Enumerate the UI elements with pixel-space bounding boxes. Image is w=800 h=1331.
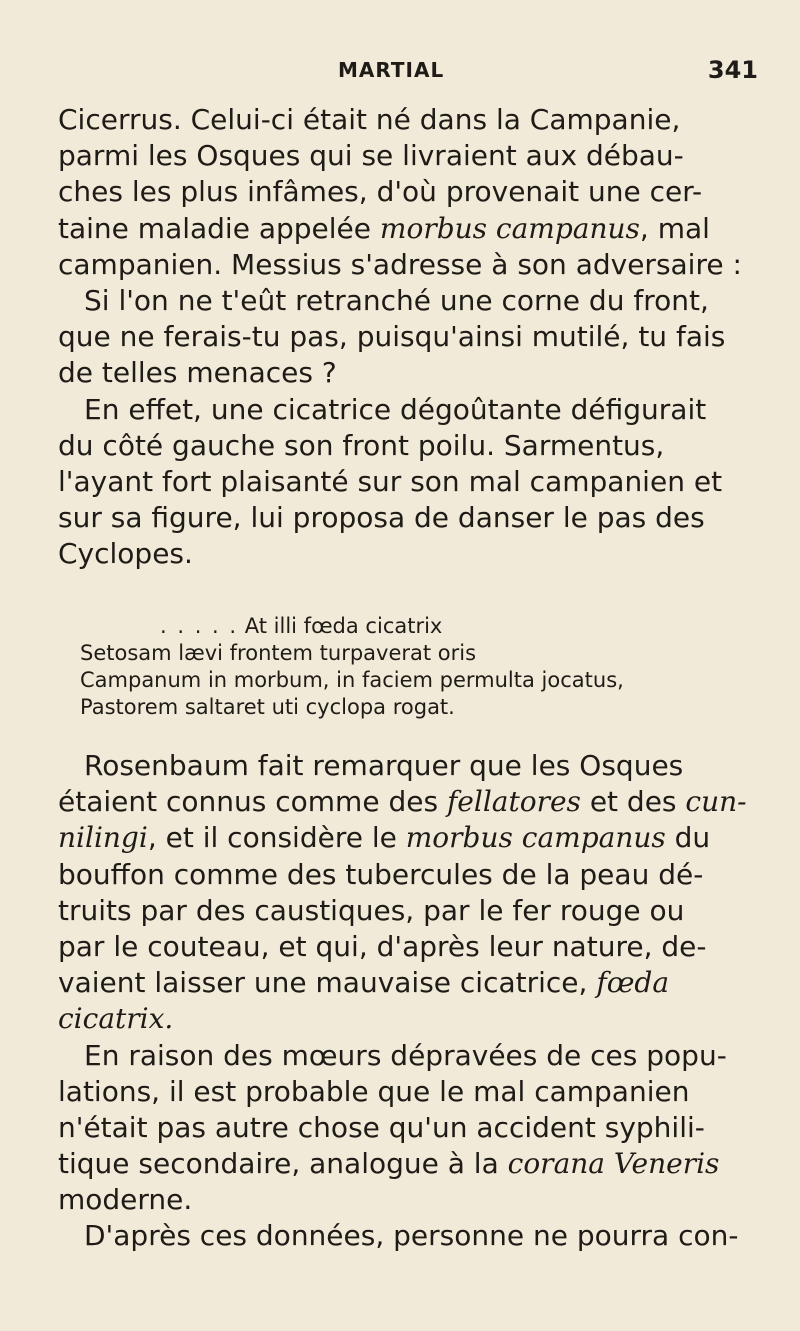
text-line: D'après ces données, personne ne pourra con- xyxy=(84,1219,739,1253)
text-line: parmi les Osques qui se livraient aux débau- xyxy=(58,139,684,173)
italic-term: fellatores xyxy=(446,785,581,819)
text-segment: vaient laisser une mauvaise cicatrice, xyxy=(58,966,597,1000)
text-line: sur sa figure, lui proposa de danser le pas des xyxy=(58,501,705,535)
text-segment: et des xyxy=(580,785,686,819)
text-line: ches les plus infâmes, d'où provenait une cer- xyxy=(58,175,703,209)
text-line: Cicerrus. Celui-ci était né dans la Campanie, xyxy=(58,103,681,136)
latin-quotation xyxy=(80,613,740,721)
text-line: du côté gauche son front poilu. Sarmentus, xyxy=(58,428,665,462)
text-line xyxy=(58,965,738,1001)
text-line: Cyclopes. xyxy=(58,537,193,571)
text-line xyxy=(58,820,738,856)
text-line: lations, il est probable que le mal campanien xyxy=(58,1074,690,1108)
quote-line: Pastorem saltaret uti cyclopa rogat. xyxy=(80,695,455,719)
text-segment: , mal xyxy=(639,211,710,245)
second-text-block xyxy=(58,748,747,1255)
text-line xyxy=(58,1146,738,1182)
italic-term: fœda xyxy=(596,966,670,1000)
text-line: n'était pas autre chose qu'un accident syphili- xyxy=(58,1110,705,1144)
page-header xyxy=(58,58,758,92)
italic-term: morbus campanus xyxy=(405,821,666,855)
quote-line xyxy=(80,613,740,640)
quote-line: Campanum in morbum, in faciem permulta jocatus, xyxy=(80,668,624,692)
italic-term: morbus campanus xyxy=(379,211,640,245)
text-line xyxy=(58,211,738,247)
text-line: En raison des mœurs dépravées de ces popu- xyxy=(84,1038,727,1072)
text-segment: du xyxy=(665,821,711,855)
text-segment: étaient connus comme des xyxy=(58,785,447,819)
text-line: campanien. Messius s'adresse à son adversaire : xyxy=(58,247,742,281)
text-line: bouffon comme des tubercules de la peau dé- xyxy=(58,857,704,891)
text-line: que ne ferais-tu pas, puisqu'ainsi mutilé, tu fais xyxy=(58,320,726,354)
quote-line: Setosam lævi frontem turpaverat oris xyxy=(80,641,477,665)
text-line: l'ayant fort plaisanté sur son mal campanien et xyxy=(58,464,723,498)
text-line: truits par des caustiques, par le fer rouge ou xyxy=(58,893,685,927)
ellipsis: . . . . . xyxy=(160,614,239,638)
text-line xyxy=(58,784,747,820)
text-line: Rosenbaum fait remarquer que les Osques xyxy=(84,749,684,782)
text-line: par le couteau, et qui, d'après leur nature, de- xyxy=(58,929,707,963)
italic-term: nilingi xyxy=(58,821,148,855)
text-line: En effet, une cicatrice dégoûtante défigurait xyxy=(84,392,707,426)
main-text-block xyxy=(58,102,742,572)
text-line: Si l'on ne t'eût retranché une corne du front, xyxy=(84,283,709,317)
text-line: cicatrix. xyxy=(58,1002,174,1036)
text-segment: taine maladie appelée xyxy=(58,211,380,245)
running-head: MARTIAL xyxy=(338,58,445,82)
italic-term: cun- xyxy=(685,785,747,819)
text-line: moderne. xyxy=(58,1183,193,1217)
text-segment: , et il considère le xyxy=(147,821,406,855)
quote-text: At illi fœda cicatrix xyxy=(244,614,443,638)
text-segment: tique secondaire, analogue à la xyxy=(58,1147,508,1181)
page-number: 341 xyxy=(707,56,758,84)
text-line: de telles menaces ? xyxy=(58,356,337,390)
italic-term: corana Veneris xyxy=(507,1147,720,1181)
